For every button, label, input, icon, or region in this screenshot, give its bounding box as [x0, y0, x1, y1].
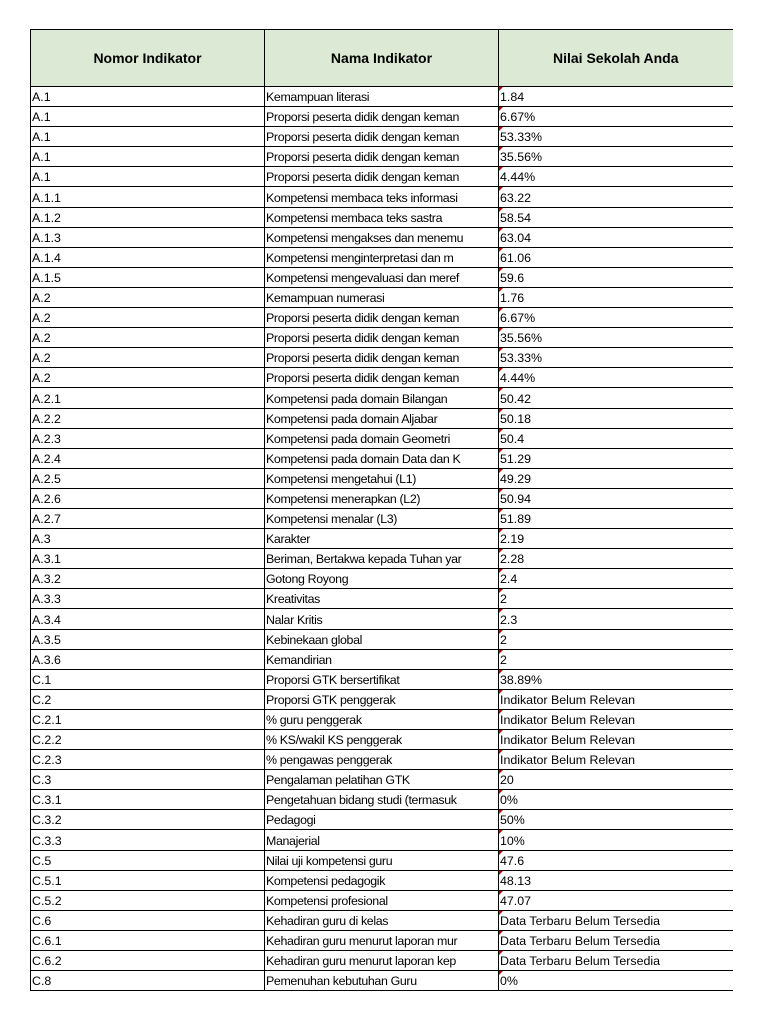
- table-row: [31, 830, 733, 850]
- table-row: [31, 147, 733, 167]
- nomor-indikator-cell[interactable]: C.5: [31, 850, 265, 870]
- nilai-sekolah-cell[interactable]: 2.19: [499, 529, 733, 549]
- nomor-indikator-cell[interactable]: A.3.3: [31, 589, 265, 609]
- table-row: [31, 368, 733, 388]
- nama-indikator-cell[interactable]: Karakter: [265, 529, 499, 549]
- nilai-sekolah-cell[interactable]: Data Terbaru Belum Tersedia: [499, 951, 733, 971]
- nomor-indikator-cell[interactable]: A.2: [31, 287, 265, 307]
- table-row: [31, 87, 733, 107]
- table-row: [31, 750, 733, 770]
- header-row: [31, 30, 733, 87]
- table-row: [31, 508, 733, 528]
- table-row: [31, 589, 733, 609]
- nomor-indikator-cell[interactable]: C.6.1: [31, 930, 265, 950]
- table-row: [31, 127, 733, 147]
- nilai-sekolah-cell[interactable]: 35.56%: [499, 147, 733, 167]
- nama-indikator-cell[interactable]: Proporsi peserta didik dengan keman: [265, 348, 499, 368]
- table-row: [31, 267, 733, 287]
- nama-indikator-cell[interactable]: Proporsi GTK penggerak: [265, 689, 499, 709]
- nama-indikator-cell[interactable]: Kemandirian: [265, 649, 499, 669]
- nomor-indikator-cell[interactable]: A.1.1: [31, 187, 265, 207]
- nilai-sekolah-cell[interactable]: 2.3: [499, 609, 733, 629]
- nomor-indikator-cell[interactable]: C.5.1: [31, 870, 265, 890]
- nilai-sekolah-cell[interactable]: 61.06: [499, 247, 733, 267]
- nama-indikator-cell[interactable]: Kompetensi mengetahui (L1): [265, 468, 499, 488]
- nama-indikator-cell[interactable]: Proporsi peserta didik dengan keman: [265, 147, 499, 167]
- nilai-sekolah-cell[interactable]: Indikator Belum Relevan: [499, 750, 733, 770]
- nama-indikator-cell[interactable]: Kompetensi membaca teks informasi: [265, 187, 499, 207]
- nomor-indikator-cell[interactable]: C.8: [31, 971, 265, 991]
- nilai-sekolah-cell[interactable]: 47.07: [499, 890, 733, 910]
- nama-indikator-cell[interactable]: Pedagogi: [265, 810, 499, 830]
- table-row: [31, 408, 733, 428]
- nilai-sekolah-cell[interactable]: 4.44%: [499, 368, 733, 388]
- nama-indikator-cell[interactable]: Kompetensi menalar (L3): [265, 508, 499, 528]
- nama-indikator-cell[interactable]: Kompetensi pedagogik: [265, 870, 499, 890]
- table-row: [31, 308, 733, 328]
- nomor-indikator-cell[interactable]: A.2: [31, 368, 265, 388]
- table-row: [31, 790, 733, 810]
- nilai-sekolah-cell[interactable]: 48.13: [499, 870, 733, 890]
- nama-indikator-cell[interactable]: Kompetensi membaca teks sastra: [265, 207, 499, 227]
- nama-indikator-cell[interactable]: Gotong Royong: [265, 569, 499, 589]
- nama-indikator-cell[interactable]: Kehadiran guru menurut laporan kep: [265, 951, 499, 971]
- nilai-sekolah-cell[interactable]: 2: [499, 649, 733, 669]
- nomor-indikator-cell[interactable]: C.3.2: [31, 810, 265, 830]
- table-row: [31, 207, 733, 227]
- nama-indikator-cell[interactable]: Kompetensi mengakses dan menemu: [265, 227, 499, 247]
- nilai-sekolah-cell[interactable]: 4.44%: [499, 167, 733, 187]
- nama-indikator-cell[interactable]: Kompetensi pada domain Data dan K: [265, 448, 499, 468]
- nilai-sekolah-cell[interactable]: 49.29: [499, 468, 733, 488]
- nama-indikator-cell[interactable]: Kreativitas: [265, 589, 499, 609]
- nilai-sekolah-cell[interactable]: Data Terbaru Belum Tersedia: [499, 910, 733, 930]
- table-row: [31, 669, 733, 689]
- nilai-sekolah-cell[interactable]: 35.56%: [499, 328, 733, 348]
- nomor-indikator-cell[interactable]: A.2: [31, 308, 265, 328]
- nomor-indikator-cell[interactable]: A.2.6: [31, 488, 265, 508]
- table-row: [31, 549, 733, 569]
- nilai-sekolah-cell[interactable]: Indikator Belum Relevan: [499, 709, 733, 729]
- table-row: [31, 187, 733, 207]
- nama-indikator-cell[interactable]: Nalar Kritis: [265, 609, 499, 629]
- nama-indikator-cell[interactable]: Pengalaman pelatihan GTK: [265, 770, 499, 790]
- nilai-sekolah-cell[interactable]: Indikator Belum Relevan: [499, 730, 733, 750]
- nama-indikator-cell[interactable]: % pengawas penggerak: [265, 750, 499, 770]
- nilai-sekolah-cell[interactable]: 50%: [499, 810, 733, 830]
- nomor-indikator-cell[interactable]: C.3: [31, 770, 265, 790]
- nomor-indikator-cell[interactable]: A.1: [31, 147, 265, 167]
- nilai-sekolah-cell[interactable]: 0%: [499, 971, 733, 991]
- table-row: [31, 227, 733, 247]
- nama-indikator-cell[interactable]: Kemampuan literasi: [265, 87, 499, 107]
- table-row: [31, 107, 733, 127]
- nilai-sekolah-cell[interactable]: 63.22: [499, 187, 733, 207]
- nomor-indikator-cell[interactable]: A.1.5: [31, 267, 265, 287]
- nama-indikator-cell[interactable]: Kompetensi pada domain Bilangan: [265, 388, 499, 408]
- table-row: [31, 910, 733, 930]
- nilai-sekolah-cell[interactable]: Indikator Belum Relevan: [499, 689, 733, 709]
- spreadsheet-sheet: [30, 29, 732, 991]
- nomor-indikator-cell[interactable]: A.3.2: [31, 569, 265, 589]
- nomor-indikator-cell[interactable]: C.3.1: [31, 790, 265, 810]
- nomor-indikator-cell[interactable]: A.3.6: [31, 649, 265, 669]
- nama-indikator-cell[interactable]: Nilai uji kompetensi guru: [265, 850, 499, 870]
- nama-indikator-cell[interactable]: Kehadiran guru menurut laporan mur: [265, 930, 499, 950]
- table-row: [31, 850, 733, 870]
- nilai-sekolah-cell[interactable]: 6.67%: [499, 308, 733, 328]
- nama-indikator-cell[interactable]: % KS/wakil KS penggerak: [265, 730, 499, 750]
- nomor-indikator-cell[interactable]: C.2.3: [31, 750, 265, 770]
- nama-indikator-cell[interactable]: Kompetensi pada domain Aljabar: [265, 408, 499, 428]
- table-row: [31, 468, 733, 488]
- nomor-indikator-cell[interactable]: A.1.2: [31, 207, 265, 227]
- nilai-sekolah-cell[interactable]: 20: [499, 770, 733, 790]
- table-row: [31, 569, 733, 589]
- nilai-sekolah-cell[interactable]: 38.89%: [499, 669, 733, 689]
- nilai-sekolah-cell[interactable]: 59.6: [499, 267, 733, 287]
- table-row: [31, 388, 733, 408]
- nilai-sekolah-cell[interactable]: 1.84: [499, 87, 733, 107]
- table-row: [31, 448, 733, 468]
- nomor-indikator-cell[interactable]: C.2.2: [31, 730, 265, 750]
- nama-indikator-cell[interactable]: Manajerial: [265, 830, 499, 850]
- table-row: [31, 287, 733, 307]
- indicator-table: [30, 29, 733, 991]
- table-row: [31, 730, 733, 750]
- table-row: [31, 930, 733, 950]
- nomor-indikator-cell[interactable]: A.1: [31, 87, 265, 107]
- nilai-sekolah-cell[interactable]: Data Terbaru Belum Tersedia: [499, 930, 733, 950]
- table-row: [31, 629, 733, 649]
- nama-indikator-cell[interactable]: Beriman, Bertakwa kepada Tuhan yar: [265, 549, 499, 569]
- table-row: [31, 770, 733, 790]
- nomor-indikator-cell[interactable]: A.1: [31, 167, 265, 187]
- nomor-indikator-cell[interactable]: C.1: [31, 669, 265, 689]
- table-row: [31, 609, 733, 629]
- nilai-sekolah-cell[interactable]: 47.6: [499, 850, 733, 870]
- nilai-sekolah-cell[interactable]: 2.4: [499, 569, 733, 589]
- nilai-sekolah-cell[interactable]: 50.42: [499, 388, 733, 408]
- nomor-indikator-cell[interactable]: C.2.1: [31, 709, 265, 729]
- table-row: [31, 488, 733, 508]
- nomor-indikator-cell[interactable]: A.3.4: [31, 609, 265, 629]
- table-row: [31, 348, 733, 368]
- nomor-indikator-cell[interactable]: C.5.2: [31, 890, 265, 910]
- table-body: [31, 87, 733, 991]
- nilai-sekolah-cell[interactable]: 51.89: [499, 508, 733, 528]
- nomor-indikator-cell[interactable]: A.2.2: [31, 408, 265, 428]
- nama-indikator-cell[interactable]: Pengetahuan bidang studi (termasuk: [265, 790, 499, 810]
- nama-indikator-cell[interactable]: % guru penggerak: [265, 709, 499, 729]
- nama-indikator-cell[interactable]: Kemampuan numerasi: [265, 287, 499, 307]
- nama-indikator-cell[interactable]: Proporsi peserta didik dengan keman: [265, 328, 499, 348]
- nilai-sekolah-cell[interactable]: 63.04: [499, 227, 733, 247]
- nama-indikator-cell[interactable]: Kompetensi pada domain Geometri: [265, 428, 499, 448]
- nilai-sekolah-cell[interactable]: 0%: [499, 790, 733, 810]
- nilai-sekolah-cell[interactable]: 50.94: [499, 488, 733, 508]
- table-row: [31, 689, 733, 709]
- nilai-sekolah-cell[interactable]: 2: [499, 589, 733, 609]
- nama-indikator-cell[interactable]: Proporsi GTK bersertifikat: [265, 669, 499, 689]
- nama-indikator-cell[interactable]: Kebinekaan global: [265, 629, 499, 649]
- nilai-sekolah-cell[interactable]: 10%: [499, 830, 733, 850]
- nilai-sekolah-cell[interactable]: 50.4: [499, 428, 733, 448]
- nama-indikator-cell[interactable]: Proporsi peserta didik dengan keman: [265, 308, 499, 328]
- nilai-sekolah-cell[interactable]: 53.33%: [499, 127, 733, 147]
- nama-indikator-cell[interactable]: Kompetensi menginterpretasi dan m: [265, 247, 499, 267]
- nomor-indikator-cell[interactable]: A.2.3: [31, 428, 265, 448]
- nama-indikator-cell[interactable]: Proporsi peserta didik dengan keman: [265, 127, 499, 147]
- nomor-indikator-cell[interactable]: A.2: [31, 328, 265, 348]
- table-row: [31, 649, 733, 669]
- table-row: [31, 167, 733, 187]
- nama-indikator-cell[interactable]: Kompetensi profesional: [265, 890, 499, 910]
- nama-indikator-cell[interactable]: Proporsi peserta didik dengan keman: [265, 107, 499, 127]
- nama-indikator-cell[interactable]: Kompetensi mengevaluasi dan meref: [265, 267, 499, 287]
- nama-indikator-cell[interactable]: Proporsi peserta didik dengan keman: [265, 167, 499, 187]
- nomor-indikator-cell[interactable]: A.3: [31, 529, 265, 549]
- nilai-sekolah-cell[interactable]: 50.18: [499, 408, 733, 428]
- nomor-indikator-cell[interactable]: A.2: [31, 348, 265, 368]
- header-nilai-sekolah[interactable]: Nilai Sekolah Anda: [499, 30, 733, 87]
- nomor-indikator-cell[interactable]: A.2.1: [31, 388, 265, 408]
- table-row: [31, 328, 733, 348]
- nomor-indikator-cell[interactable]: A.2.4: [31, 448, 265, 468]
- table-row: [31, 428, 733, 448]
- nomor-indikator-cell[interactable]: A.3.5: [31, 629, 265, 649]
- nama-indikator-cell[interactable]: Kehadiran guru di kelas: [265, 910, 499, 930]
- nilai-sekolah-cell[interactable]: 6.67%: [499, 107, 733, 127]
- nilai-sekolah-cell[interactable]: 2: [499, 629, 733, 649]
- nama-indikator-cell[interactable]: Proporsi peserta didik dengan keman: [265, 368, 499, 388]
- nomor-indikator-cell[interactable]: A.3.1: [31, 549, 265, 569]
- nomor-indikator-cell[interactable]: A.1.4: [31, 247, 265, 267]
- table-row: [31, 810, 733, 830]
- nomor-indikator-cell[interactable]: A.1: [31, 107, 265, 127]
- table-row: [31, 709, 733, 729]
- table-row: [31, 870, 733, 890]
- nama-indikator-cell[interactable]: Kompetensi menerapkan (L2): [265, 488, 499, 508]
- nilai-sekolah-cell[interactable]: 53.33%: [499, 348, 733, 368]
- table-row: [31, 529, 733, 549]
- nilai-sekolah-cell[interactable]: 58.54: [499, 207, 733, 227]
- nomor-indikator-cell[interactable]: C.3.3: [31, 830, 265, 850]
- nilai-sekolah-cell[interactable]: 51.29: [499, 448, 733, 468]
- header-nomor-indikator[interactable]: Nomor Indikator: [31, 30, 265, 87]
- table-row: [31, 247, 733, 267]
- table-row: [31, 951, 733, 971]
- nomor-indikator-cell[interactable]: A.2.7: [31, 508, 265, 528]
- nilai-sekolah-cell[interactable]: 1.76: [499, 287, 733, 307]
- table-row: [31, 971, 733, 991]
- nama-indikator-cell[interactable]: Pemenuhan kebutuhan Guru: [265, 971, 499, 991]
- header-nama-indikator[interactable]: Nama Indikator: [265, 30, 499, 87]
- table-row: [31, 890, 733, 910]
- nomor-indikator-cell[interactable]: C.6.2: [31, 951, 265, 971]
- nomor-indikator-cell[interactable]: C.6: [31, 910, 265, 930]
- nomor-indikator-cell[interactable]: A.1: [31, 127, 265, 147]
- nomor-indikator-cell[interactable]: C.2: [31, 689, 265, 709]
- nomor-indikator-cell[interactable]: A.2.5: [31, 468, 265, 488]
- nilai-sekolah-cell[interactable]: 2.28: [499, 549, 733, 569]
- nomor-indikator-cell[interactable]: A.1.3: [31, 227, 265, 247]
